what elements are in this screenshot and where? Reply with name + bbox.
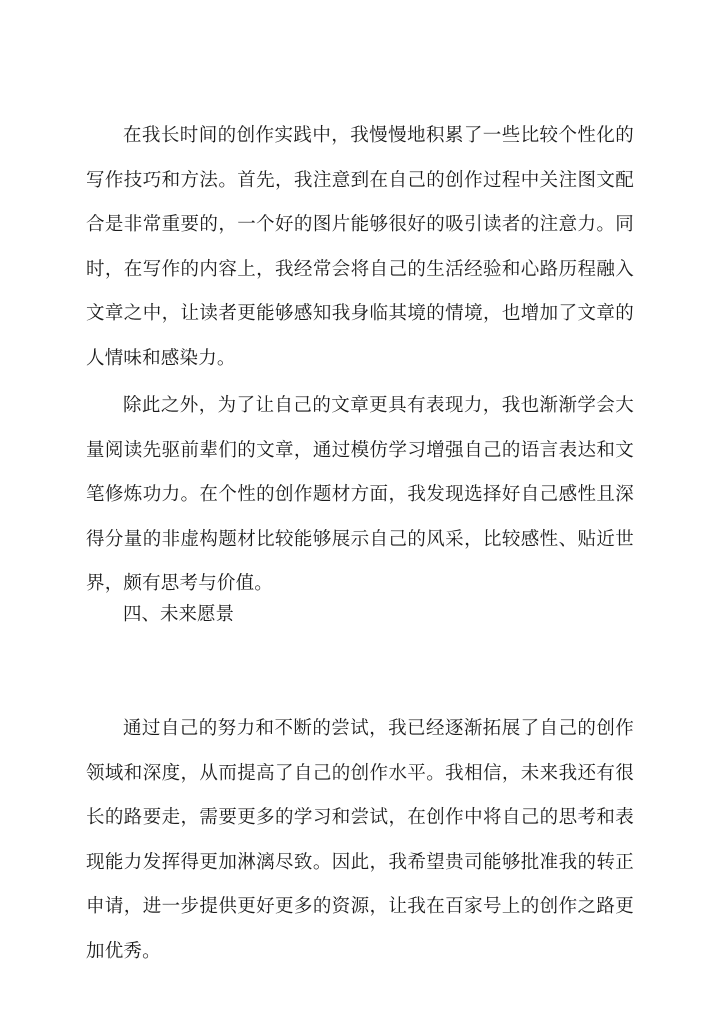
paragraph-reading-and-topics: 除此之外，为了让自己的文章更具有表现力，我也渐渐学会大量阅读先驱前辈们的文章，通过模仿学习增强自己的语言表达和文笔修炼功力。在个性的创作题材方面，我发现选择好自己感性且深得分量的非虚构题材比较能够展示自己的风采，比较感性、贴近世界，颇有思考与价值。	[86, 395, 634, 594]
section-heading-future-vision: 四、未来愿景	[123, 604, 235, 625]
paragraph-future-plans: 通过自己的努力和不断的尝试，我已经逐渐拓展了自己的创作领域和深度，从而提高了自己的创作水平。我相信，未来我还有很长的路要走，需要更多的学习和尝试，在创作中将自己的思考和表现能力发挥得更加淋漓尽致。因此，我希望贵司能够批准我的转正申请，进一步提供更好更多的资源，让我在百家号上的创作之路更加优秀。	[86, 718, 634, 962]
paragraph-writing-techniques: 在我长时间的创作实践中，我慢慢地积累了一些比较个性化的写作技巧和方法。首先，我注意到在自己的创作过程中关注图文配合是非常重要的，一个好的图片能够很好的吸引读者的注意力。同时，在写作的内容上，我经常会将自己的生活经验和心路历程融入文章之中，让读者更能够感知我身临其境的情境，也增加了文章的人情味和感染力。	[86, 125, 634, 369]
